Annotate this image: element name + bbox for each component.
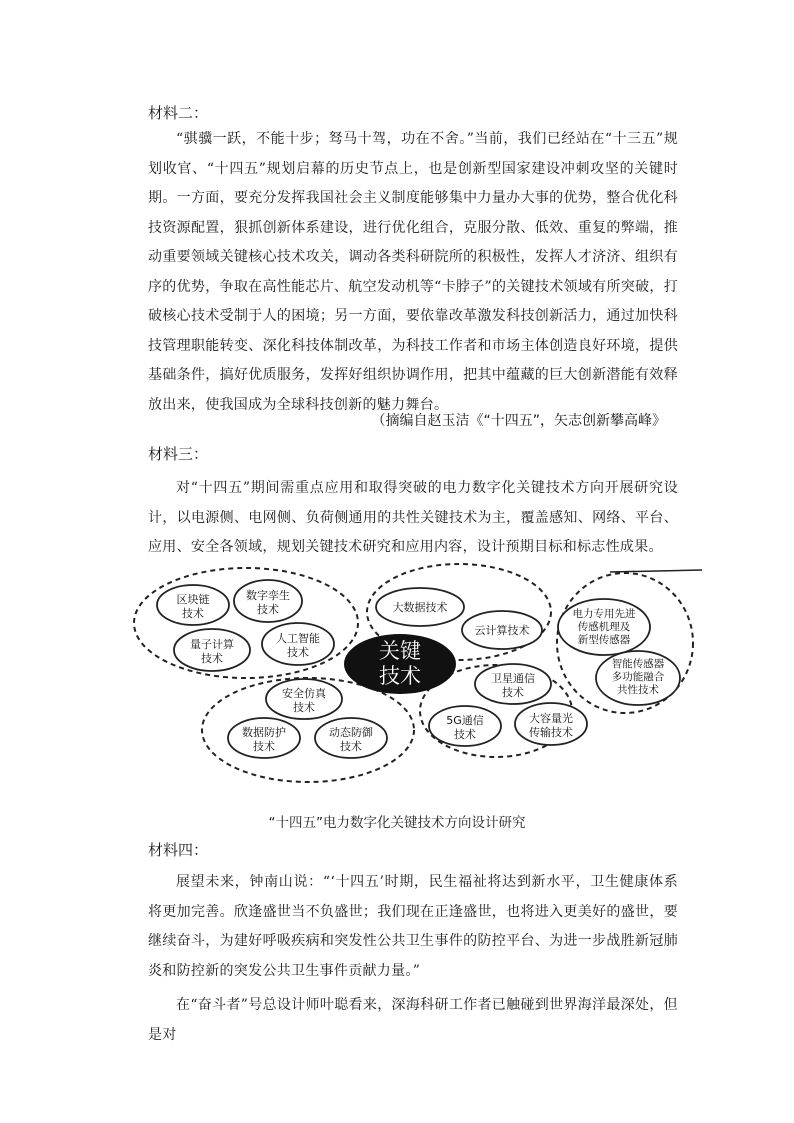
material3-heading: 材料三： (148, 445, 209, 463)
node-data-protect-line2: 技术 (253, 740, 275, 753)
material2-paragraph: “骐骥一跃，不能十步；驽马十驾，功在不舍。”当前，我们已经站在“十三五”规划收官、“十四五”规划启幕的历史节点上，也是创新型国家建设冲刺攻坚的关键时期。一方面，要充分发挥我国社会主义制度能够集中力量办大事的优势，整合优化科技资源配置，狠抓创新体系建设，进行优化组合，克服分散、低效、重复的弊端，推动重要领域关键核心技术攻关，调动各类科研院所的积极性，发挥人才济济、组织有序的优势，争取在高性能芯片、航空发动机等“卡脖子”的关键技术领域有所突破，打破核心技术受制于人的困境；另一方面，要依靠改革激发科技创新活力，通过加快科技管理职能转变、深化科技体制改革，为科技工作者和市场主体创造良好环境，提供基础条件，搞好优质服务，发挥好组织协调作用，把其中蕴藏的巨大创新潜能有效释放出来，使我国成为全球科技创新的魅力舞台。 (148, 131, 678, 413)
node-bigdata-label: 大数据技术 (392, 601, 448, 614)
node-blockchain-line2: 技术 (182, 607, 204, 620)
material4-heading: 材料四： (148, 841, 209, 859)
material2-heading: 材料二： (148, 104, 209, 122)
diagram-caption: “十四五”电力数字化关键技术方向设计研究 (268, 815, 526, 831)
node-power-sensor-line2: 传感机理及 (577, 621, 631, 633)
node-blockchain-line1: 区块链 (176, 593, 210, 606)
node-5g-line2: 技术 (454, 728, 476, 741)
node-smart-sensor-line1: 智能传感器 (611, 658, 665, 670)
node-smart-sensor-line3: 共性技术 (617, 684, 659, 696)
node-dynamic-defense-line2: 技术 (340, 740, 362, 753)
node-5g-line1: 5G通信 (446, 714, 484, 727)
node-security-sim-line2: 技术 (293, 701, 315, 714)
node-ai-line1: 人工智能 (276, 632, 320, 645)
node-data-protect-line1: 数据防护 (242, 726, 286, 739)
material4-paragraph1: 展望未来，钟南山说：“‘十四五’时期，民生福祉将达到新水平，卫生健康体系将更加完善。欣逢盛世当不负盛世；我们现在正逢盛世，也将进入更美好的盛世，要继续奋斗，为建好呼吸疾病和突发性公共卫生事件的防控平台、为进一步战胜新冠肺炎和防控新的突发公共卫生事件贡献力量。” (148, 874, 678, 979)
node-optical-line2: 传输技术 (529, 726, 573, 739)
node-digital-twin-line1: 数字孪生 (246, 589, 290, 602)
node-satellite-line2: 技术 (502, 686, 524, 699)
center-node-line2: 技术 (379, 664, 421, 688)
node-satellite-line1: 卫星通信 (491, 672, 535, 685)
node-optical-line1: 大容量光 (529, 712, 573, 725)
material3-paragraph: 对“十四五”期间需重点应用和取得突破的电力数字化关键技术方向开展研究设计，以电源侧、电网侧、负荷侧通用的共性关键技术为主，覆盖感知、网络、平台、应用、安全各领域，规划关键技术研究和应用内容，设计预期目标和标志性成果。 (148, 480, 678, 555)
node-security-sim-line1: 安全仿真 (282, 687, 326, 700)
key-tech-diagram (0, 560, 794, 800)
node-power-sensor-line1: 电力专用先进 (572, 608, 636, 620)
node-quantum-line2: 技术 (201, 652, 223, 665)
node-cloud-label: 云计算技术 (474, 624, 530, 637)
node-dynamic-defense-line1: 动态防御 (329, 726, 373, 739)
material4-paragraph2: 在“奋斗者”号总设计师叶聪看来，深海科研工作者已触碰到世界海洋最深处，但是对 (148, 997, 678, 1043)
node-power-sensor-line3: 新型传感器 (577, 634, 631, 646)
node-digital-twin-line2: 技术 (257, 603, 279, 616)
node-ai-line2: 技术 (287, 646, 309, 659)
node-smart-sensor-line2: 多功能融合 (611, 671, 665, 683)
center-node-line1: 关键 (379, 639, 421, 663)
node-quantum-line1: 量子计算 (190, 638, 234, 651)
material2-source: （摘编自赵玉洁《“十四五”，矢志创新攀高峰》 (371, 413, 666, 429)
